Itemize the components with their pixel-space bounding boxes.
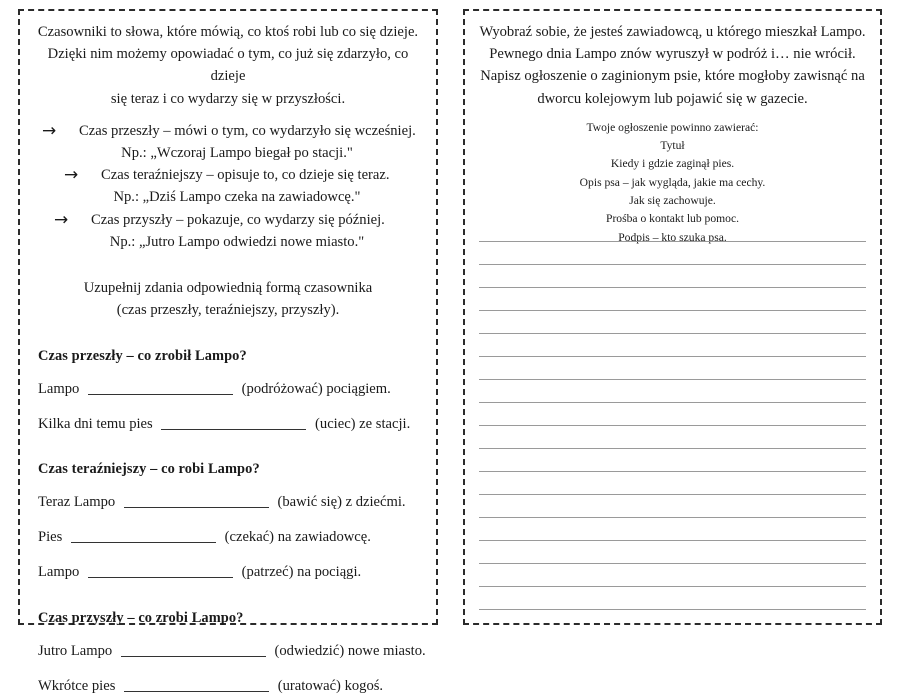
tense-example-text: Np.: „Dziś Lampo czeka na zawiadowcę." [113,189,361,206]
tense-rules-list [32,121,424,254]
section-heading: Czas przyszły – co zrobi Lampo? [38,609,244,626]
exercise-section-future [32,610,424,697]
requirement-item: Prośba o kontakt lub pomoc. [606,212,739,226]
exercise-section-present [32,461,424,583]
writing-line[interactable] [479,357,866,380]
tense-rule-text: Czas przyszły – pokazuje, co wydarzy się później. [91,212,385,229]
grammar-panel [18,9,438,694]
exercise-prefix-text: Pies [38,529,63,546]
grammar-intro-line: Dzięki nim możemy opowiadać o tym, co już się zdarzyło, co dzieje [47,46,409,85]
writing-prompt-line: Wyobraź sobie, że jesteś zawiadowcą, u którego mieszkał Lampo. [479,24,866,40]
writing-task-content [465,11,880,623]
exercise-row [32,641,424,662]
requirement-item: Opis psa – jak wygląda, jakie ma cechy. [579,175,766,189]
writing-line[interactable] [479,288,866,311]
exercise-row [32,676,424,697]
requirement-item: Kiedy i gdzie zaginął pies. [610,157,735,171]
exercise-suffix-text: (patrzeć) na pociągi. [241,564,362,581]
tense-rule-text: Czas przeszły – mówi o tym, co wydarzyło się wcześniej. [79,122,416,139]
section-heading: Czas przeszły – co zrobił Lampo? [38,347,247,364]
grammar-panel-content [20,11,436,694]
tense-rule-text: Czas teraźniejszy – opisuje to, co dzieje się teraz. [101,167,390,184]
answer-blank[interactable] [161,416,306,430]
writing-line[interactable] [479,311,866,334]
answer-blank[interactable] [88,381,233,395]
exercise-suffix-text: (czekać) na zawiadowcę. [224,529,371,546]
writing-prompt [477,21,868,110]
writing-line[interactable] [479,380,866,403]
writing-line[interactable] [479,334,866,357]
writing-line[interactable] [479,518,866,541]
tense-example-text: Np.: „Wczoraj Lampo biegał po stacji." [121,144,353,161]
writing-line[interactable] [479,426,866,449]
exercise-row [32,492,424,513]
writing-prompt-line: dworcu kolejowym lub pojawić się w gazecie. [537,90,808,107]
exercise-suffix-text: (uratować) kogoś. [277,677,384,694]
writing-line[interactable] [479,472,866,495]
tense-rule-item [32,210,424,254]
answer-blank[interactable] [121,643,266,657]
grammar-intro-line: Czasowniki to słowa, które mówią, co ktoś robi lub co się dzieje. [37,24,419,40]
writing-line[interactable] [479,449,866,472]
answer-blank[interactable] [124,494,269,508]
tense-rule-row [32,165,424,187]
exercise-suffix-text: (uciec) ze stacji. [315,415,411,432]
task-instruction [32,278,424,322]
requirement-item: Podpis – kto szuka psa. [618,230,727,244]
writing-line[interactable] [479,541,866,564]
exercise-prefix-text: Jutro Lampo [38,642,113,659]
writing-task-panel [463,9,882,625]
grammar-intro-paragraph [32,21,424,110]
arrow-right-icon: → [42,120,56,141]
writing-line[interactable] [479,242,866,265]
grammar-intro-line: się teraz i co wydarzy się w przyszłości. [110,90,346,107]
requirements-title: Twoje ogłoszenie powinno zawierać: [586,120,759,134]
exercise-prefix-text: Teraz Lampo [38,494,116,511]
writing-line[interactable] [479,265,866,288]
answer-blank[interactable] [88,565,233,579]
tense-rule-item [32,165,424,209]
exercise-row [32,414,424,435]
exercise-suffix-text: (bawić się) z dziećmi. [277,494,406,511]
writing-lines-area[interactable] [479,219,866,613]
exercise-suffix-text: (podróżować) pociągiem. [241,380,391,397]
requirement-item: Jak się zachowuje. [629,193,716,207]
exercise-suffix-text: (odwiedzić) nowe miasto. [274,642,426,659]
writing-line[interactable] [479,403,866,426]
tense-rule-item [32,121,424,165]
exercise-row [32,379,424,400]
arrow-right-icon: → [54,210,68,231]
arrow-right-icon: → [64,165,78,186]
task-instruction-line: Uzupełnij zdania odpowiednią formą czasownika [83,280,373,297]
answer-blank[interactable] [124,678,269,692]
writing-prompt-line: Napisz ogłoszenie o zaginionym psie, które mogłoby zawisnąć na [480,68,865,85]
exercise-prefix-text: Wkrótce pies [38,677,116,694]
exercise-prefix-text: Kilka dni temu pies [38,415,153,432]
tense-rule-row [32,210,424,232]
exercise-row [32,562,424,583]
exercise-section-past [32,348,424,435]
exercise-row [32,527,424,548]
writing-line[interactable] [479,564,866,587]
answer-blank[interactable] [71,529,216,543]
writing-line[interactable] [479,587,866,610]
writing-prompt-line: Pewnego dnia Lampo znów wyruszył w podróż i… nie wrócił. [489,46,856,63]
exercise-prefix-text: Lampo [38,564,80,581]
task-instruction-line: (czas przeszły, teraźniejszy, przyszły). [116,301,340,318]
exercise-prefix-text: Lampo [38,380,80,397]
section-heading: Czas teraźniejszy – co robi Lampo? [38,461,260,478]
tense-rule-row [32,121,424,143]
writing-line[interactable] [479,219,866,242]
writing-line[interactable] [479,495,866,518]
requirement-item: Tytuł [660,139,685,152]
tense-example-text: Np.: „Jutro Lampo odwiedzi nowe miasto." [109,234,365,251]
